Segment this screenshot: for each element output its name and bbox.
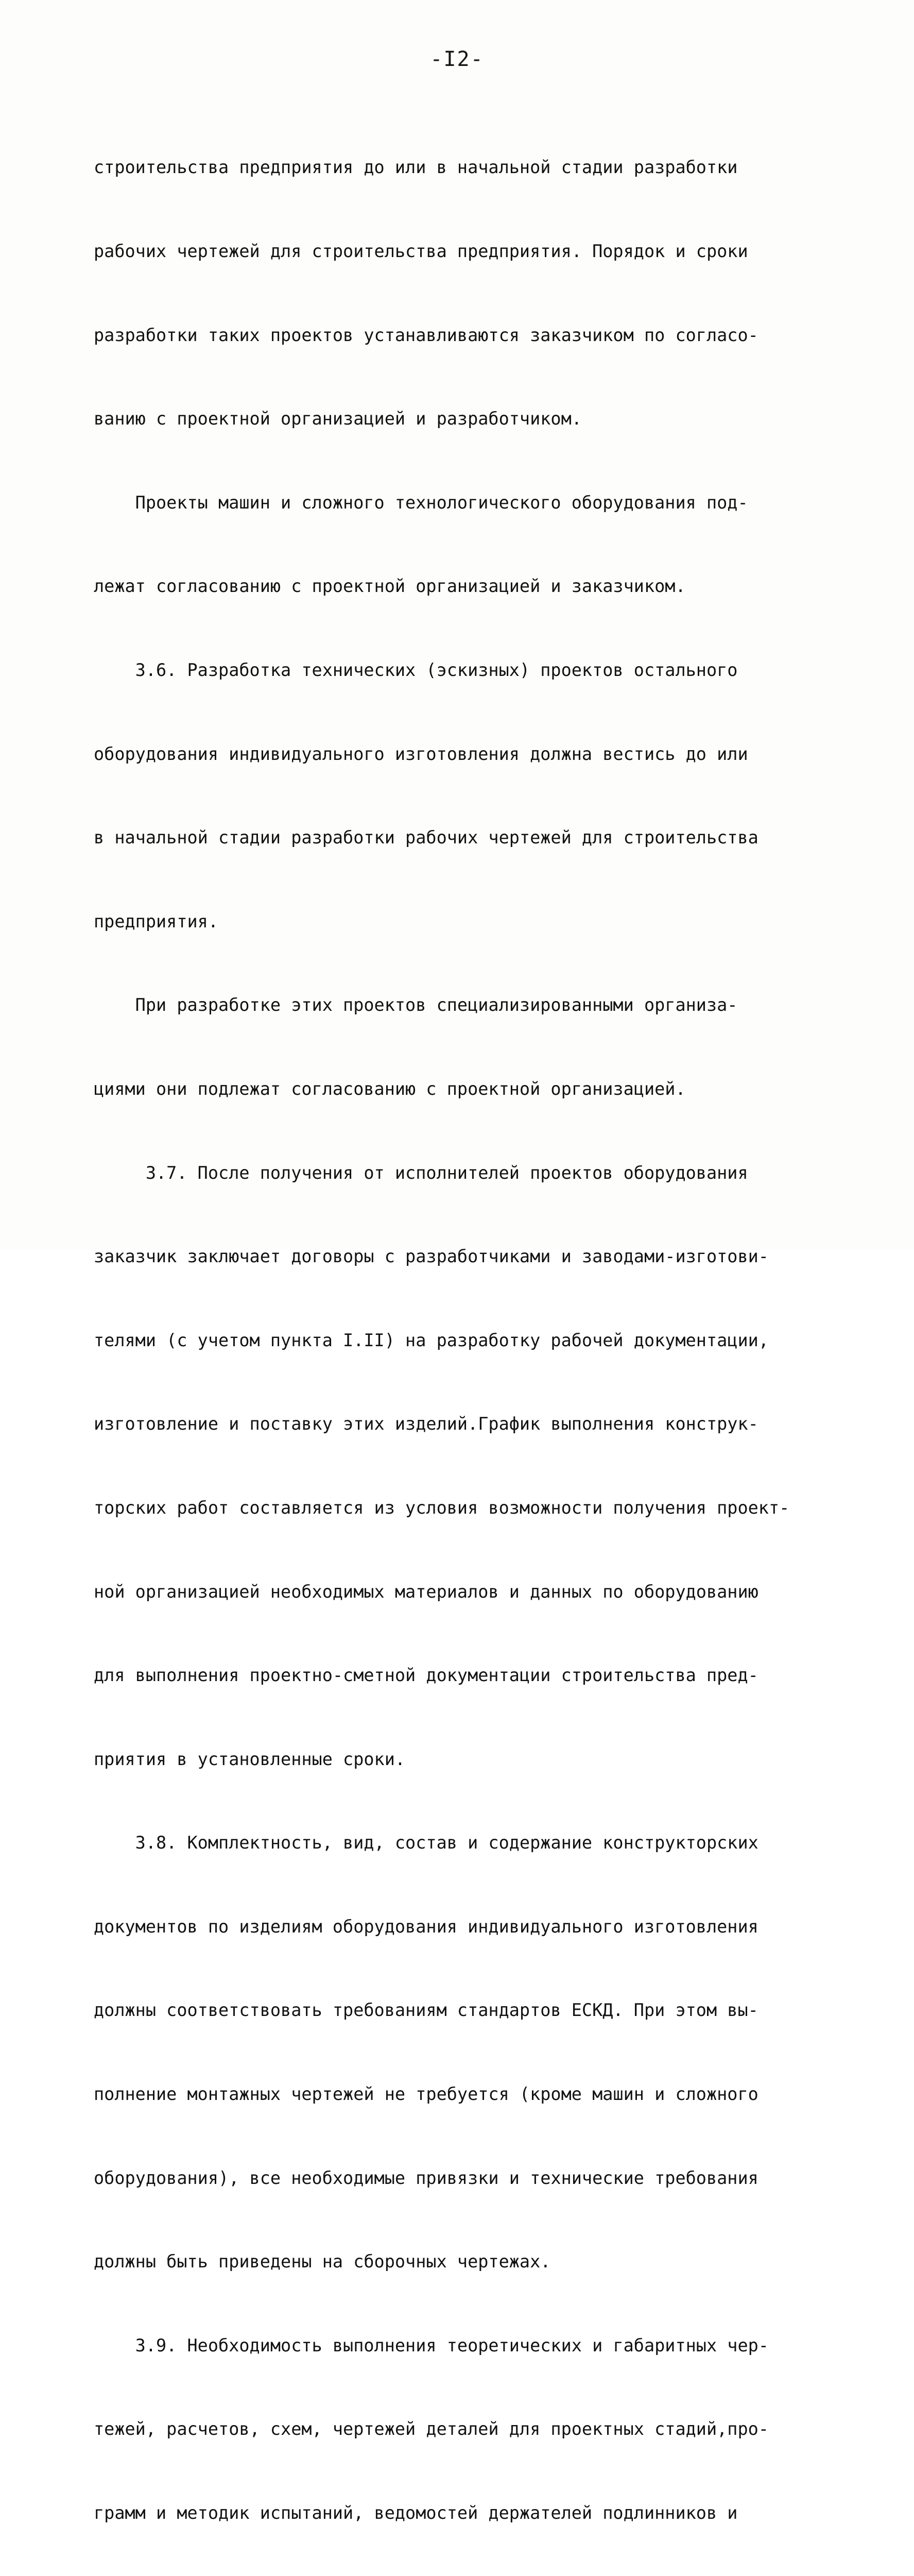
- text-line: должны соответствовать требованиям стандартов ЕСКД. При этом вы-: [94, 2000, 758, 2021]
- text-line: разработки таких проектов устанавливаются заказчиком по согласо-: [94, 325, 758, 345]
- text-line: строительства предприятия до или в начальной стадии разработки: [94, 157, 738, 178]
- text-line: тежей, расчетов, схем, чертежей деталей для проектных стадий,про-: [94, 2419, 769, 2439]
- text-line: оборудования), все необходимые привязки и технические требования: [94, 2167, 758, 2188]
- text-line: Проекты машин и сложного технологического оборудования под-: [94, 492, 748, 513]
- text-line: приятия в установленные сроки.: [94, 1749, 406, 1769]
- text-line: лежат согласованию с проектной организацией и заказчиком.: [94, 576, 686, 597]
- text-line: При разработке этих проектов специализированными организа-: [94, 995, 738, 1015]
- text-line: изготовление и поставку этих изделий.График выполнения конструк-: [94, 1414, 758, 1434]
- text-line: заказчик заключает договоры с разработчиками и заводами-изготови-: [94, 1246, 769, 1267]
- text-line: должны быть приведены на сборочных чертежах.: [94, 2251, 551, 2272]
- text-line: торских работ составляется из условия возможности получения проект-: [94, 1497, 790, 1518]
- text-line: циями они подлежат согласованию с проектной организацией.: [94, 1078, 686, 1099]
- text-line: для выполнения проектно-сметной документации строительства пред-: [94, 1665, 758, 1686]
- text-line: ной организацией необходимых материалов и данных по оборудованию: [94, 1581, 758, 1602]
- text-line: полнение монтажных чертежей не требуется (кроме машин и сложного: [94, 2084, 758, 2105]
- text-line: телями (с учетом пункта I.II) на разработку рабочей документации,: [94, 1330, 769, 1350]
- text-line: 3.9. Необходимость выполнения теоретических и габаритных чер-: [94, 2335, 769, 2355]
- text-line: в начальной стадии разработки рабочих чертежей для строительства: [94, 827, 758, 848]
- text-line: грамм и методик испытаний, ведомостей держателей подлинников и: [94, 2503, 738, 2523]
- text-line: ванию с проектной организацией и разработчиком.: [94, 409, 582, 429]
- body-text: [94, 98, 846, 2576]
- text-line: документов по изделиям оборудования индивидуального изготовления: [94, 1916, 758, 1937]
- text-line: 3.8. Комплектность, вид, состав и содержание конструкторских: [94, 1833, 758, 1853]
- text-line: 3.6. Разработка технических (эскизных) проектов остального: [94, 659, 738, 680]
- text-line: предприятия.: [94, 911, 219, 931]
- text-line: оборудования индивидуального изготовления должна вестись до или: [94, 743, 748, 764]
- text-line: рабочих чертежей для строительства предприятия. Порядок и сроки: [94, 241, 748, 261]
- text-line: 3.7. После получения от исполнителей проектов оборудования: [94, 1162, 748, 1183]
- page-number: -I2-: [430, 47, 484, 71]
